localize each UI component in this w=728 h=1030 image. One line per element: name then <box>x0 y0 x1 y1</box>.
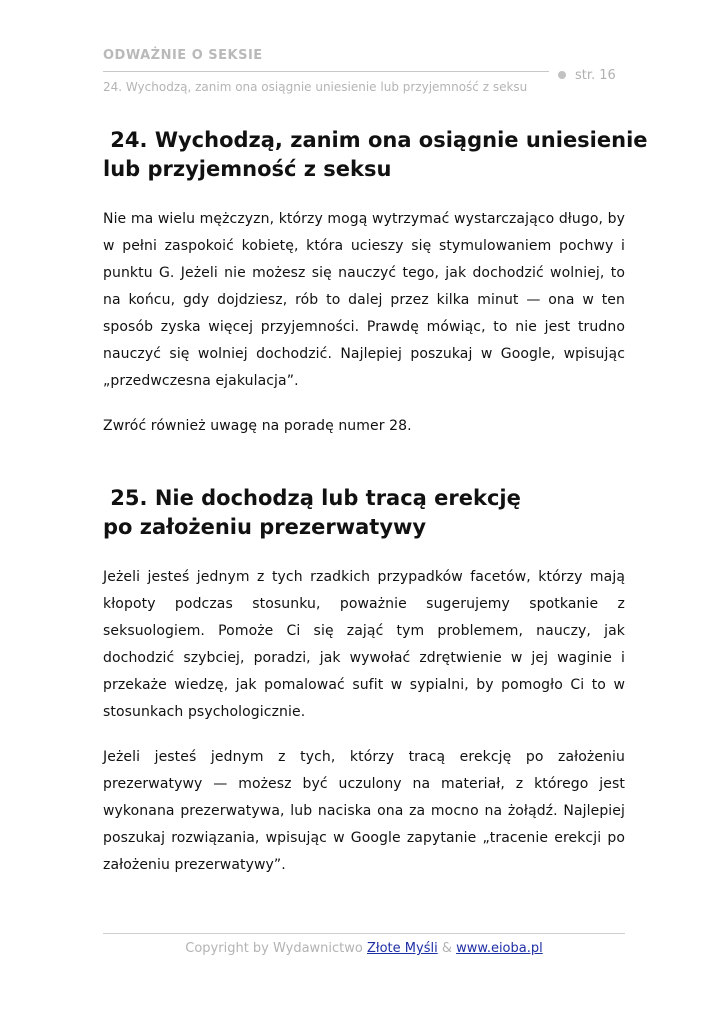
footer-divider <box>103 933 625 934</box>
paragraph: Jeżeli jesteś jednym z tych rzadkich przypadków facetów, którzy mają kłopoty podczas stosunku, poważnie sugerujemy spotkanie z seksuologiem. Pomoże Ci się zająć tym problemem, nauczy, jak dochodzić szybciej, poradzi, jak wywołać zdrętwienie w jej waginie i przekaże wiedzę, jak pomalować sufit w sypialni, by pomogło Ci to w stosunkach psychologicznie. <box>103 569 625 720</box>
book-title: ODWAŻNIE O SEKSIE <box>103 48 263 63</box>
paragraph: Zwróć również uwagę na poradę numer 28. <box>103 418 412 434</box>
footer <box>0 941 728 956</box>
copyright-text: Copyright by Wydawnictwo <box>185 941 363 956</box>
paragraph: Nie ma wielu mężczyzn, którzy mogą wytrzymać wystarczająco długo, by w pełni zaspokoić kobietę, która ucieszy się stymulowaniem pochwy i punktu G. Jeżeli nie możesz się nauczyć tego, jak dochodzić wolniej, to na końcu, gdy dojdziesz, rób to dalej przez kilka minut — ona w ten sposób zyska więcej przyjemności. Prawdę mówiąc, to nie jest trudno nauczyć się wolniej dochodzić. Najlepiej poszukaj w Google, wpisując „przedwczesna ejakulacja”. <box>103 211 625 389</box>
site-link[interactable]: www.eioba.pl <box>456 941 543 956</box>
chapter-subtitle: 24. Wychodzą, zanim ona osiągnie uniesienie lub przyjemność z seksu <box>103 80 528 94</box>
ampersand: & <box>441 941 452 956</box>
header-divider <box>103 71 549 72</box>
bullet-icon <box>558 71 566 79</box>
paragraph: Jeżeli jesteś jednym z tych, którzy tracą erekcję po założeniu prezerwatywy — możesz być uczulony na materiał, z którego jest wykonana prezerwatywa, lub naciska ona za mocno na żołądź. Najlepiej poszukaj rozwiązania, wpisując w Google zapytanie „tracenie erekcji po założeniu prezerwatywy”. <box>103 749 625 873</box>
section-heading <box>103 484 625 542</box>
main-content <box>103 120 648 879</box>
heading-line: 25. Nie dochodzą lub tracą erekcję <box>103 486 521 510</box>
page-number: str. 16 <box>575 68 616 83</box>
heading-line: po założeniu prezerwatywy <box>103 515 427 539</box>
heading-line: lub przyjemność z seksu <box>103 157 392 181</box>
heading-line: 24. Wychodzą, zanim ona osiągnie uniesienie <box>103 128 648 152</box>
section-heading <box>103 126 648 184</box>
publisher-link[interactable]: Złote Myśli <box>367 941 438 956</box>
